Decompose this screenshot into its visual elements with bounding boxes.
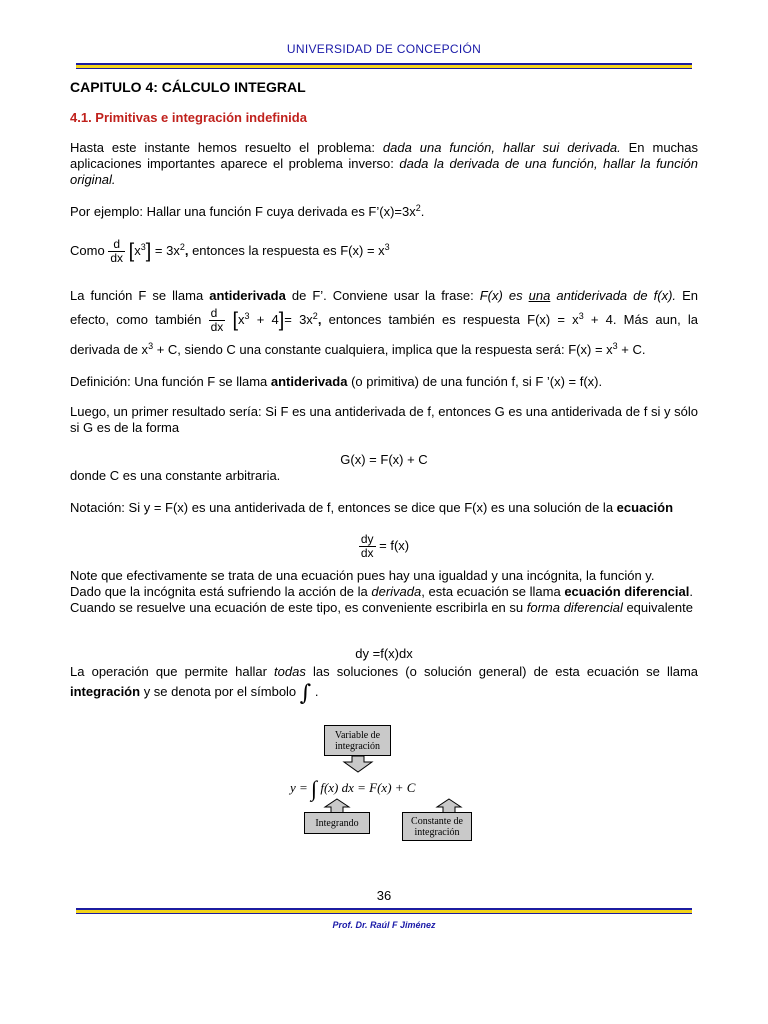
header-rule <box>76 63 692 69</box>
derivative-fraction-2: $\frac{d}{dx}$ <box>210 306 224 335</box>
integral-symbol: ∫ <box>299 681 312 706</box>
footer-rule <box>76 908 692 914</box>
box-integrando: Integrando <box>304 812 370 834</box>
derivative-fraction: $\frac{d}{dx}$ <box>110 237 123 266</box>
paragraph-como: Como $\frac{d}{dx}$ $[x^3] = 3x^2$, entonces la respuesta es $F(x) = x^3$ <box>70 237 390 266</box>
paragraph-antiderivada-line2: efecto, como también $\frac{d}{dx}$ $[x^3 + 4]= 3x^2$, entonces también es respuesta $F(x) = x^3 + 4$. Más aun, la <box>70 306 698 335</box>
page-number: 36 <box>376 888 392 903</box>
paragraph-antiderivada: La función F se llama antiderivada de F’. Conviene usar la frase: F(x) es una antiderivada de f(x). En <box>70 288 698 303</box>
paragraph-notacion: Notación: Si y = F(x) es una antiderivada de f, entonces se dice que F(x) es una solución de la ecuación <box>70 500 674 515</box>
equation-forma-diferencial: dy =f(x)dx <box>355 646 413 661</box>
paragraph-intro: Hasta este instante hemos resuelto el problema: dada una función, hallar sui derivada. En muchas aplicaciones importantes aparece el problema inverso: dada la derivada de una función, hallar la función original. <box>70 140 699 187</box>
paragraph-antiderivada-line3: derivada de $x^3 + C$, siendo C una constante cualquiera, implica que la respuesta será: $F(x) = x^3 + C$. <box>70 341 646 357</box>
integral-diagram <box>282 718 482 848</box>
footer-author: Prof. Dr. Raúl F Jiménez <box>332 920 436 930</box>
paragraph-example: Por ejemplo: Hallar una función F cuya derivada es $F’(x)=3x^2$. <box>70 203 425 219</box>
paragraph-resultado: Luego, un primer resultado sería: Si F es una antiderivada de f, entonces G es una antiderivada de f si y sólo si G es de la forma <box>70 404 698 435</box>
paragraph-definicion: Definición: Una función F se llama antiderivada (o primitiva) de una función f, si F ’(x) = f(x). <box>70 374 603 389</box>
box-constante-integracion: Constante de integración <box>402 812 472 841</box>
arrow-down-icon <box>340 756 376 774</box>
section-title: 4.1. Primitivas e integración indefinida <box>70 110 307 125</box>
paragraph-ecuacion-diferencial: Note que efectivamente se trata de una ecuación pues hay una igualdad y una incógnita, la función y. Dado que la incógnita está sufriendo la acción de la derivada, esta ecuación se llama ecuación diferencial. Cuando se resuelve una ecuación de este tipo, es conveniente escribirla en su forma diferencial equivalente <box>70 568 693 615</box>
integral-equation: y = ∫ f(x) dx = F(x) + C <box>290 776 416 801</box>
box-variable-integracion: Variable de integración <box>324 725 391 756</box>
chapter-title: CAPITULO 4: CÁLCULO INTEGRAL <box>70 79 306 95</box>
equation-g: G(x) = F(x) + C <box>340 452 428 467</box>
paragraph-integracion: La operación que permite hallar todas las soluciones (o solución general) de esta ecuación se llama integración y se denota por el símbolo ∫ . <box>70 664 699 706</box>
header-title: UNIVERSIDAD DE CONCEPCIÓN <box>286 42 482 56</box>
equation-dydx: $\frac{dy}{dx}$ = f(x) <box>360 532 410 560</box>
paragraph-constante: donde C es una constante arbitraria. <box>70 468 281 483</box>
